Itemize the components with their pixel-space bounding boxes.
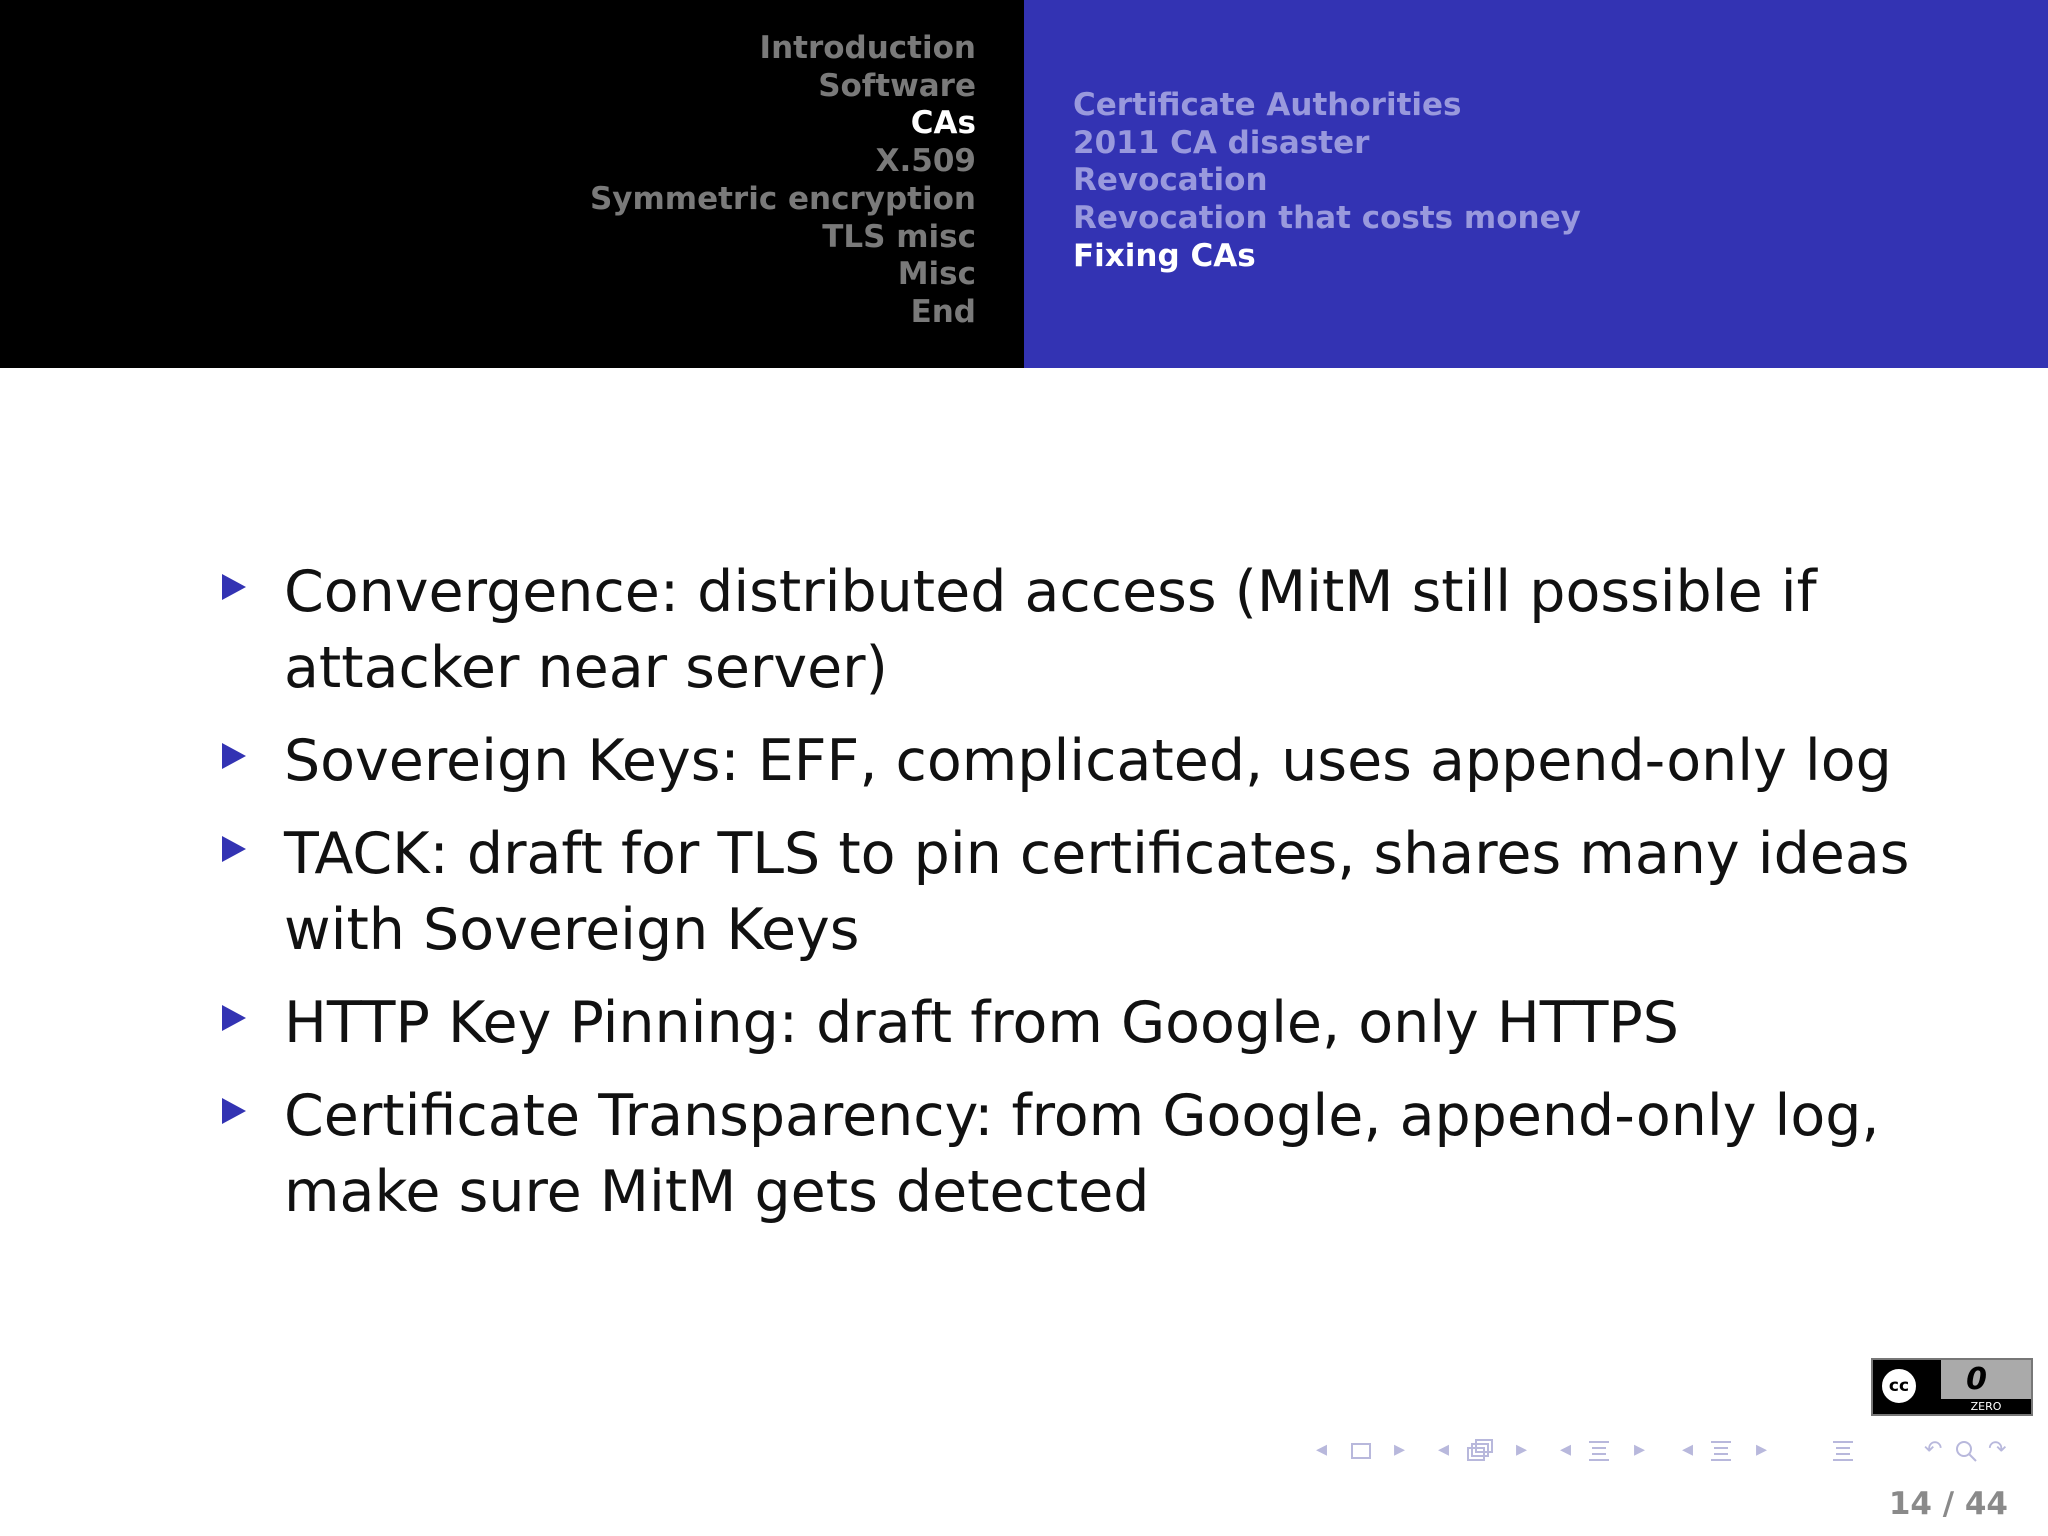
next-presentation-icon[interactable]: ▸ [1756,1437,1768,1462]
zero-glyph: 0 [1966,1362,1987,1397]
bullet-item [218,1078,1918,1230]
slide-content [218,554,1918,1247]
bullet-triangle-icon [222,1098,246,1124]
cc-logo-icon: cc [1879,1366,1919,1406]
bullet-triangle-icon [222,743,246,769]
subsection-icon[interactable] [1466,1432,1496,1468]
subsection-list [1073,87,1581,276]
section-item-tls-misc[interactable]: TLS misc [822,218,976,255]
prev-subsection-icon[interactable]: ◂ [1438,1437,1450,1462]
subsection-item-certificate-authorities[interactable]: Certificate Authorities [1073,87,1462,123]
header [0,0,2048,368]
section-item-introduction[interactable]: Introduction [759,30,976,66]
appendix-icon[interactable] [1830,1432,1856,1468]
bullet-item [218,985,1918,1061]
section-navigation [0,0,1024,368]
next-subsection-icon[interactable]: ▸ [1516,1437,1528,1462]
subsection-item-revocation-costs-money[interactable]: Revocation that costs money [1073,200,1581,237]
bullet-item [218,554,1918,706]
next-section-icon[interactable]: ▸ [1634,1437,1646,1462]
subsection-item-revocation[interactable]: Revocation [1073,162,1268,199]
zero-label: ZERO [1941,1399,2031,1414]
bullet-text: Convergence: distributed access (MitM still possible if attacker near server) [284,559,1817,701]
prev-frame-icon[interactable]: ◂ [1316,1437,1328,1462]
bullet-triangle-icon [222,574,246,600]
bullet-triangle-icon [222,836,246,862]
section-item-cas[interactable]: CAs [910,105,976,142]
bullet-text: HTTP Key Pinning: draft from Google, only HTTPS [284,990,1679,1056]
section-icon[interactable] [1586,1432,1612,1468]
subsection-item-fixing-cas[interactable]: Fixing CAs [1073,237,1256,274]
bullet-text: Certificate Transparency: from Google, append-only log, make sure MitM gets detected [284,1083,1880,1225]
beamer-navigation-controls [1310,1432,2030,1468]
bullet-triangle-icon [222,1005,246,1031]
presentation-icon[interactable] [1708,1432,1734,1468]
back-icon[interactable]: ↶ [1924,1437,1943,1462]
prev-section-icon[interactable]: ◂ [1560,1437,1572,1462]
section-item-end[interactable]: End [910,293,976,330]
page-number: 14 / 44 [1888,1486,2008,1522]
next-frame-icon[interactable]: ▸ [1394,1437,1406,1462]
section-item-x509[interactable]: X.509 [875,143,976,180]
bullet-text: TACK: draft for TLS to pin certificates, shares many ideas with Sovereign Keys [284,821,1910,963]
forward-icon[interactable]: ↷ [1988,1437,2007,1462]
subsection-item-2011-ca-disaster[interactable]: 2011 CA disaster [1073,124,1370,161]
section-item-software[interactable]: Software [818,67,976,104]
section-item-symmetric-encryption[interactable]: Symmetric encryption [589,180,976,217]
bullet-item [218,816,1918,968]
search-icon[interactable] [1954,1432,1980,1468]
frame-icon[interactable] [1350,1432,1372,1468]
bullet-item [218,723,1918,799]
section-list [76,30,976,332]
bullet-text: Sovereign Keys: EFF, complicated, uses append-only log [284,728,1892,794]
prev-presentation-icon[interactable]: ◂ [1682,1437,1694,1462]
section-item-misc[interactable]: Misc [897,256,976,293]
subsection-navigation [1024,0,2048,368]
cc-zero-license-badge [1871,1358,2033,1416]
